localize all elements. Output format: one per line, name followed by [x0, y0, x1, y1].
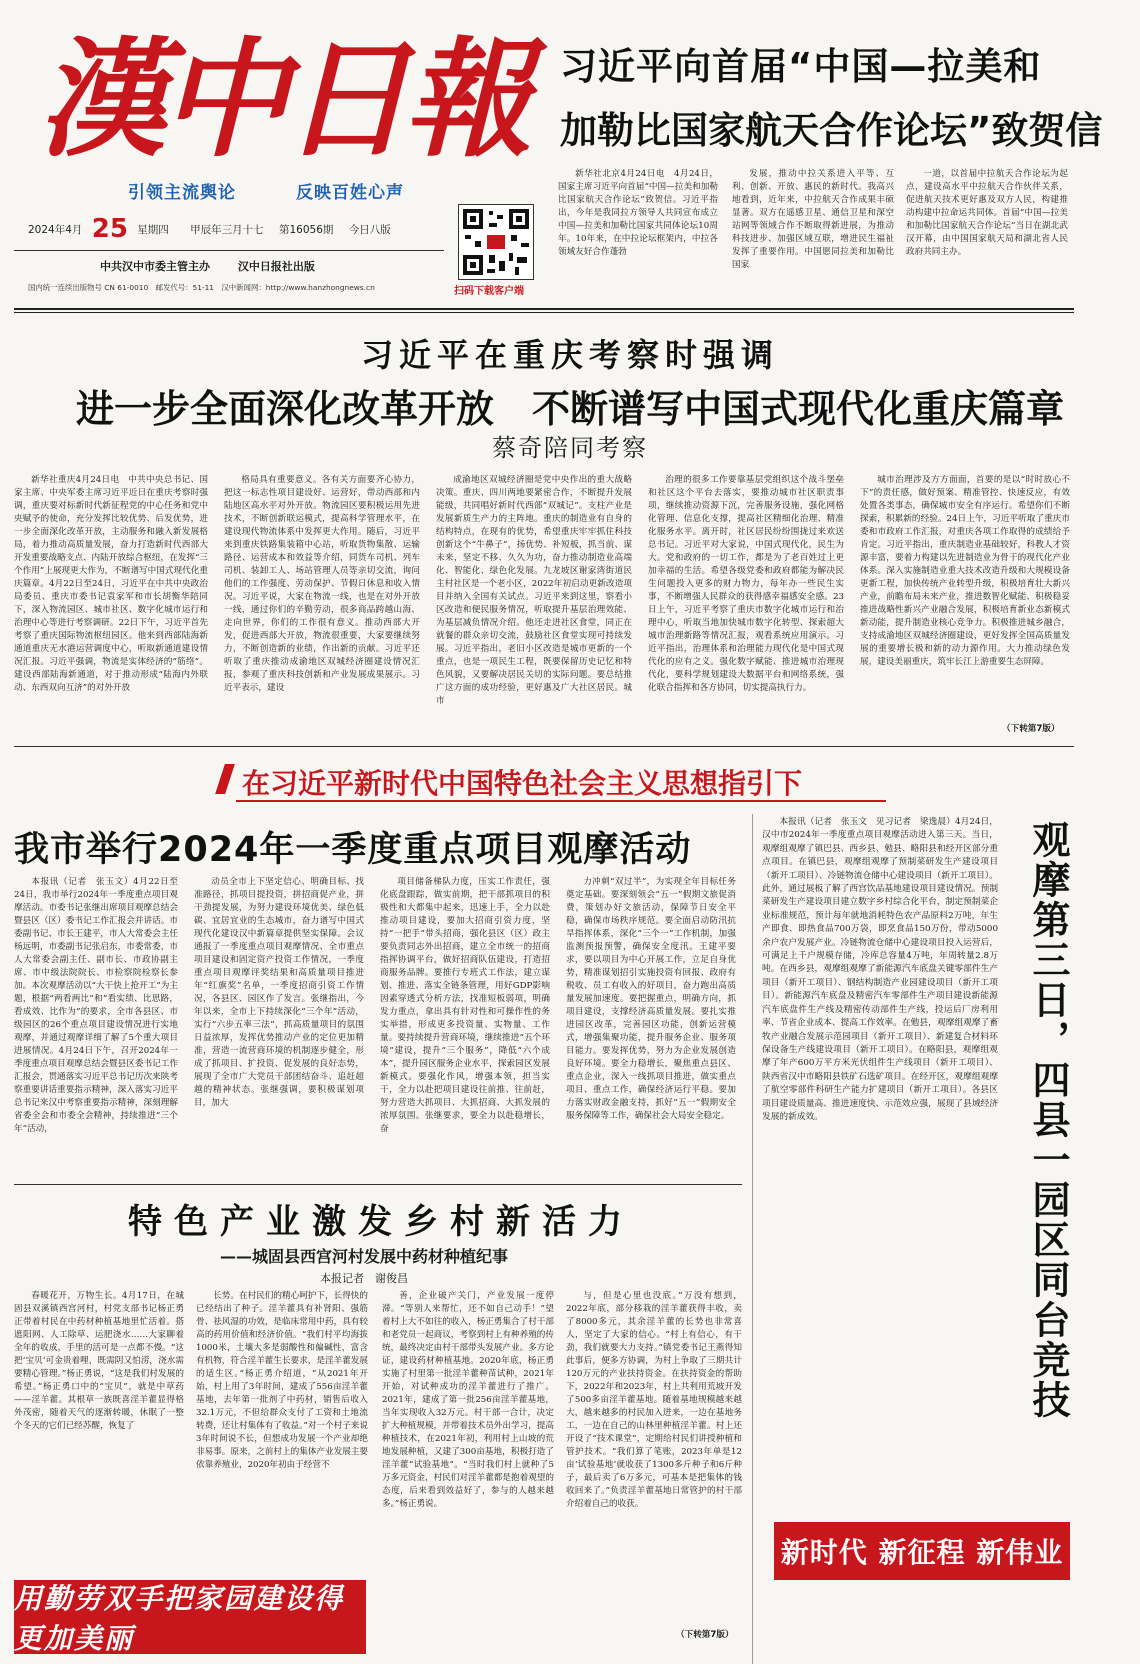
top-story-col-2 [732, 168, 894, 292]
second-text-4: 力冲刺“双过半”，为实现全年目标任务奠定基础。要深刻领会“五一”假期文旅促消费，策划办好文旅活动，保障节日安全平稳，确保市场秩序规范。要全面启动防汛抗旱指挥体系，深化“三个一”工作机制，加强监测预报预警，确保安全度汛。王建平要求，要以项目为中心开展工作，立足自身优势，精准谋划招引实施投资有回报、政府有税收、员工有收入的好项目，奋力跑出高质量发展加速度。要把握重点，明确方向，抓项目建设，支撑经济高质量发展。要扎实推进园区改革，完善园区功能，创新运营模式，增强集聚功能，提升服务企业、服务项目能力。要发挥优势，努力为企业发展创造良好环境。要全力稳增长，聚焦重点县区、重点企业，深入一线抓项目推进，做实重点项目、重点工作，确保经济运行平稳。要加力落实财政金融支持，抓好“五一”假期安全服务保障等工作，确保社会大局安全稳定。 [566, 877, 736, 1121]
publisher-line [100, 258, 315, 274]
date-day: 25 [91, 214, 128, 244]
publisher-right: 汉中日报社出版 [237, 260, 315, 273]
top-story-headline-1: 习近平向首届“中国—拉美和 [560, 45, 1042, 88]
second-text-1: 本报讯（记者 张玉文）4月22日至24日，我市举行2024年一季度重点项目观摩活动。市委书记张继出席项目观摩总结会暨县区（区）委书记工作汇报会并讲话。市委副书记、市长王建平，市人大常委会主任杨远明，市委副书记张启东，市委常委，市人大常委会副主任、副市长、市政协副主席、市中级法院院长、市检察院检察长参加。本次观摩活动以“大干快上抢开工”为主题，根据“两看两比”和“看实绩、比思路，看成效、比作为”的要求，全市各县区、市级园区的26个重点项目建设情况进行实地观摩，并通过观摩详细了解了5个重大项目进展情况。4月24日下午，召开2024年一季度重点项目观摩总结会暨县区委书记工作汇报会，贯通落实习近平总书记历次来陕考察重要讲话重要指示精神，深入落实习近平总书记来汉中考察重要指示精神，深刻理解省委全会和市委全会精神，持续推进“三个年”活动， [14, 877, 178, 1134]
second-col-2 [194, 876, 364, 1172]
feature-col-2 [196, 1290, 368, 1574]
feature-subhead: ——城固县西宫河村发展中药材种植纪事 [220, 1247, 509, 1266]
second-text-3: 项目储备梯队力度，压实工作责任，强化底盘跟踪，做实前期，把干部抓项目的积极性和大都集中起来，迅速上手，全力以赴推动项目建设，要加大招商引资力度，坚持“一把手”带头招商，强化县区（区）政主要负责同志外出招商，建立全市统一的招商指挥协调平台，做好招商队伍建设，打造招商服务品牌。要推行专班式工作法，建立谋划、推进、落实全链条管理，用好GDP影响因素穿透式分析方法，找准短板弱项，明确发力重点，拿出具有针对性和可操作性的务实举措，形成更多投资量、实物量、工作量。要持续提升营商环境，继续推进“五个环境”建设，提升“三个服务”，降低“六个成本”，提升园区服务企业水平，探索园区发展新模式。要强化作风，增强本领，担当实干，全力以赴把项目建设往前推、往前赶，努力营造大抓项目、大抓招商、大抓发展的浓厚氛围。张继要求，要全力以赴稳增长，奋 [380, 877, 550, 1134]
second-col-3 [380, 876, 550, 1172]
section-rule-top [14, 308, 1074, 313]
top-story-text-1: 新华社北京4月24日电 4月24日，国家主席习近平向首届“中国—拉美和加勒比国家航天合作论坛”致贺信。习近平指出，今年是我同拉方领导人共同宣布成立中国—拉美和加勒比国家共同体论坛10周年。10年来，在中拉论坛框架内，中拉各领域友好合作蓬勃 [558, 169, 718, 257]
date-line [28, 214, 438, 244]
lead-text-3: 成渝地区双城经济圈是党中央作出的重大战略决策。重庆、四川两地要紧密合作，不断提升发展能级，共同唱好新时代西部“双城记”。支柱产业是发展新质生产力的主阵地。重庆的制造业有自身的结构特点，在现有的优势，希望重庆牢牢抓住科技创新这个“牛鼻子”，扬优势、补短板，抓当前、谋未来，坚定不移、久久为功，奋力推动制造业高端化、智能化、绿色化发展。九龙坡区谢家湾街道民主村社区是一个老小区，2022年初启动更新改造项目并纳入全国有关试点。习近平来到这里，察看小区改造和便民服务情况，听取提升基层治理效能、为基层减负情况介绍。他还走进社区食堂，同正在就餐的群众亲切交流，鼓励社区食堂实现可持续发展。习近平指出，老旧小区改造是城市更新的一个重点，也是一项民生工程，既要保留历史记忆和特色风貌，又要解决居民关切的实际问题。要总结推广这方面的成功经验，更好惠及广大社区居民。城市 [436, 475, 632, 706]
feature-text-4: 与，但是心里也没底。”万没有想到，2022年底，部分移栽的淫羊藿获得丰收，卖了8000多元，其余淫羊藿的长势也非常喜人，坚定了大家的信心。“村上有信心，有干劲，我们就要大力支持。”镇党委书记王燕得知此事后，便多方协调，为村上争取了三期共计120万元的产业扶持资金。在扶持资金的帮助下，2022年和2023年，村上共利用荒坡开发了500多亩淫羊藿基地。随着基地规模越来越大，越来越多的村民加入进来，一边在基地务工，一边在自己的山林里种植淫羊藿。村上还开设了“技术课堂”，定期给村民们讲授种植和管护技术。“我们算了笔账，2023年单是12亩‘试验基地’就收获了1300多斤种子和6斤种子，最后卖了6万多元，可基本是把集体的钱收回来了。”负责淫羊藿基地日常管护的村干部介绍着自己的收获。 [566, 1291, 742, 1509]
feature-col-1 [14, 1290, 184, 1574]
column-divider [752, 814, 753, 1664]
lead-col-3 [436, 474, 632, 736]
masthead-rule [14, 250, 444, 251]
logo-text: 漢中日報 [38, 25, 527, 174]
second-story-headline: 我市举行2024年一季度重点项目观摩活动 [14, 830, 692, 870]
top-story-text-3: 一道，以首届中拉航天合作论坛为起点，建设高水平中拉航天合作伙伴关系，促进航天技术更好惠及双方人民，构建推动构建中拉命运共同体。首届“中国—拉美和加勒比国家航天合作论坛”当日在湖北武汉开幕，由中国国家航天局和湖北省人民政府共同主办。 [906, 169, 1068, 257]
top-story-col-3 [906, 168, 1068, 292]
feature-col-3 [382, 1290, 554, 1638]
top-story-text-2: 发展，推动中拉关系进入平等、互利、创新、开放、惠民的新时代。我高兴地看到，近年来，中拉航天合作成果丰硕显著。双方在遥感卫星、通信卫星和深空站网等领域合作不断取得新进展，为推动科技进步、加强区域互联，增进民生福祉发挥了重要作用。中国愿同拉美和加勒比国家 [732, 169, 894, 270]
qr-caption: 扫码下载客户端 [454, 286, 524, 297]
section-banner: 在习近平新时代中国特色社会主义思想指引下 [242, 767, 803, 800]
lead-text-5: 城市治理涉及方方面面，首要的是以“时时放心不下”的责任感，做好预案、精准管控、快速反应，有效处置各类事态，确保城市安全有序运行。希望你们不断探索，积累新的经验。24日上午，习近平听取了重庆市委和市政府工作汇报，对重庆各项工作取得的成绩给予肯定。习近平指出，重庆制造业基础较好，科教人才资源丰富，要着力构建以先进制造业为骨干的现代化产业体系。深入实施制造业重大技术改造升级和大规模设备更新工程，加快传统产业转型升级，积极培育壮大新兴产业，前瞻布局未来产业，推进数智化赋能、积极稳妥推进战略性新兴产业融合发展，积极培育新业态新模式新动能，提升制造业核心竞争力。积极推进城乡融合，支持成渝地区双城经济圈建设，更好发挥全国高质量发展的重要增长极和新的动力源作用。大力推动绿色发展，建设美丽重庆，筑牢长江上游重要生态屏障。 [860, 475, 1070, 667]
slogan-left: 引领主流舆论 [128, 183, 236, 203]
lead-col-1 [14, 474, 208, 736]
feature-text-2: 长势。在村民们的精心呵护下，长得快的已经结出了种子。淫羊藿具有补肾阳、强筋骨、祛风湿的功效，是临床常用中药，具有较高的药用价值和经济价值。“我们村平均海拔1000米，土壤大多是弱酸性和偏碱性，富含有机物，符合淫羊藿生长要求，是淫羊藿发展的适生区。”杨正勇介绍道，“从2021年开始，村上用了3年时间，建成了556亩淫羊藿基地，去年第一批剂了中药材，销售后收入32.1万元，不但给群众支付了工资和土地流转费，还让村集体有了收益。”对一个村子来说3年时间说不长，但想成功发展一个产业却绝非易事。原来，之前村上的集体产业发展主要依靠养殖业，2020年初由于经营不 [196, 1291, 368, 1470]
section-banner-bar [215, 764, 235, 794]
lead-text-1: 新华社重庆4月24日电 中共中央总书记、国家主席、中央军委主席习近平近日在重庆考察时强调，重庆要对标新时代新征程党的中心任务和党中央赋予的使命，充分发挥比较优势、后发优势，进一步全面深化改革开放，主动服务和融入新发展格局，着力推动高质量发展，奋力打造新时代西部大开发重要战略支点、内陆开放综合枢纽，在发挥“三个作用”上展现更大作为，不断谱写中国式现代化重庆篇章。4月22日至24日，习近平在中共中央政治局委员、重庆市委书记袁家军和市长胡衡华陪同下，深入物流园区、城市社区、数字化城市运行和治理中心等进行考察调研。22日下午，习近平首先考察了重庆国际物流枢纽园区。他来到西部陆海新通道重庆无水港运营调度中心，听取新通道建设情况汇报。习近平强调，物流是实体经济的“筋络”。建设西部陆海新通道，对于推动形成“陆海内外联动、东西双向互济”的对外开放 [14, 475, 208, 693]
bottom-right-banner-text: 新时代 新征程 新伟业 [780, 1536, 1064, 1569]
slogan-right: 反映百姓心声 [296, 183, 404, 203]
registration-line: 国内统一连续出版物号 CN 61-0010 邮发代号：51-11 汉中新闻网：http://www.hanzhongnews.cn [28, 283, 375, 292]
second-col-4 [566, 876, 736, 1172]
lunar-date: 甲辰年三月十七 [190, 224, 264, 236]
feature-text-1: 春暖花开，万物生长。4月17日，在城固县双溪镇西宫河村，村党支部书记杨正勇正带着村民在中药材种植基地里忙活着。搭遮阳网、人工除草、运肥浇水……大家聊着全年的收成，手里的活可是一点都不慢。“这把‘宝贝’可金贵着哩，既需阴又怕涝，浇水需要精心管理。”杨正勇说，“这是我们村发展的希望。”杨正勇口中的“宝贝”，就是中草药——淫羊藿。其根草一族既喜淫羊藿显得格外茂密，随着天气的逐渐转暖，休眠了一整个冬天的它们已经苏醒，恢复了 [14, 1291, 184, 1431]
feature-headline: 特色产业激发乡村新活力 [128, 1202, 634, 1242]
lead-col-4 [648, 474, 844, 736]
feature-col-4 [566, 1290, 742, 1624]
lead-subhead: 蔡奇陪同考察 [492, 434, 648, 462]
lead-continued[interactable]: （下转第7版） [1002, 724, 1060, 734]
bottom-left-banner-text: 用勤劳双手把家园建设得更加美丽 [14, 1582, 345, 1655]
lead-headline: 进一步全面深化改革开放 不断谱写中国式现代化重庆篇章 [75, 387, 1064, 431]
lead-kicker: 习近平在重庆考察时强调 [360, 336, 779, 374]
newspaper-logo [30, 4, 550, 174]
bottom-left-banner [14, 1580, 366, 1654]
second-col-1 [14, 876, 178, 1172]
weekday: 星期四 [137, 224, 169, 236]
page-count: 今日八版 [348, 224, 391, 236]
bottom-right-banner [774, 1522, 1070, 1580]
section-banner-underline [236, 800, 886, 802]
top-story-headline-2: 加勒比国家航天合作论坛”致贺信 [560, 109, 1103, 152]
lead-bottom-rule [14, 746, 1074, 747]
right-story-headline: 观摩第三日，四县一园区同台竞技 [1026, 820, 1071, 1420]
feature-top-rule [14, 1184, 742, 1185]
lead-text-4: 治理的很多工作要靠基层党组织这个战斗堡垒和社区这个平台去落实，要推动城市社区职责事项，继续推动资源下沉，完善服务设施，强化网格化管理、信息化支撑，提高社区精细化治理、精准化服务水平。离开时，社区居民纷纷围拢过来欢送总书记。习近平对大家说，中国式现代化，民生为大。党和政府的一切工作，都是为了老百姓过上更加幸福的生活。希望各级党委和政府都能为解决民生问题投入更多的财力物力，每年办一些民生实事，不断增强人民群众的获得感幸福感安全感。23日上午，习近平考察了重庆市数字化城市运行和治理中心，听取当地加快城市数字化转型、探索超大城市治理新路等情况汇报，观看系统应用演示。习近平指出，治理体系和治理能力现代化是中国式现代化的应有之义。强化数字赋能、推进城市治理现代化，要科学规划建设大数据平台和网络系统，强化联合指挥和各方协同，切实提高执行力。 [648, 475, 844, 693]
top-story-col-1 [558, 168, 718, 292]
second-text-2: 动员全市上下坚定信心、明确目标、找准路径，抓项目提投资，拼招商促产业，拼干劲提发展，为努力建设环境优美、绿色低碳、宜居宜业的生态城市，奋力谱写中国式现代化建设汉中新篇章提供坚实保障。会议通报了一季度重点项目观摩情况、全市重点项目建设和固定资产投资工作情况，一季度重点项目观摩评奖结果和高质量项目推进年“红旗奖”名单，一季度招商引资工作情况，各县区、园区作了发言。张继指出，今年以来，全市上下持续深化“三个年”活动，实行“六步五率三法”，抓高质量项目的氛围日益浓厚，发挥优势推动产业的定位更加精准，营造一流营商环境的机制逐步健全，形成了抓项目、扩投资、促发展的良好态势，展现了全市广大党员干部团结奋斗、追赶超越的精神状态。张继强调，要积极谋划项目，加大 [194, 877, 364, 1108]
lead-col-2 [224, 474, 420, 736]
feature-text-3: 善，企业破产关门，产业发展一度停滞。“等别人来帮忙，还不如自己动手！”望着村上大不如往的收入，杨正勇集合了村干部和老党员一起商议，考察到村上有种养殖的传统，最终决定由村干部带头发展产业。多方论证，建设药材种植基地。2020年底，杨正勇实施了村里第一批淫羊藿种苗试种，2021年开始，对试种成功的淫羊藿进行了推广。2021年，建成了第一批256亩淫羊藿基地，当年实现收入32万元。村干部一合计，决定扩大种植规模，并带着技术员外出学习，提高种植技术，在2021年初，利用村上山坡的荒地发展种植，又建了300亩基地，积极打造了淫羊藿“试验基地”。“当时我们村上就种了5万多元资金，村民们对淫羊藿都是抱着观望的态度，后来看到效益好了，参与的人越来越多。”杨正勇说。 [382, 1291, 554, 1509]
right-story-text: 本报讯（记者 张玉文 见习记者 梁逸晨）4月24日，汉中市2024年一季度重点项目观摩活动进入第三天。当日，观摩组观摩了镇巴县、西乡县、勉县、略阳县和经开区部分重点项目。在镇巴县，观摩组观摩了预制菜研发生产建设项目（新开工项目）、冷链物流仓储中心建设项目（新开工项目）。此外，通过展板了解了西宫饮品基地建设项目建设情况。预制菜研发生产建设项目建立数字乡村综合化平台，制定预制菜企业标准规范，预计每年就地消耗特色农产品原料2万吨，年生产即食、即热食品700万袋，即烹食品150万份，带动5000余户农户发展产业。冷链物流仓储中心建设项目投入运营后，可满足上千户规模存储，冷库总容量4万吨，年周转量2.8万吨。在西乡县，观摩组观摩了新能源汽车底盘关键零部件生产项目（新开工项目）、钢结构制造产业园建设项目（新开工项目）。新能源汽车底盘及精密汽车零部件生产项目建设新能源汽车底盘件生产线及精密传动部件生产线，投运后厂房利用率、节省企业成本、提高工作效率。在勉县，观摩组观摩了畜牧产业融合发展示范园项目（新开工项目）、新建复合材料环保设备生产线建设项目（新开工项目）。在略阳县，观摩组观摩了年产600万平方米光伏组件生产线项目（新开工项目）、陕西省汉中市略阳县铁矿石选矿项目。在经开区，观摩组观摩了航空零部件科研生产能力扩建项目（新开工项目）。各县区项目建设质量高、推进速度快、示范效应强，展现了县域经济发展的新成效。 [762, 817, 998, 1122]
publisher-left: 中共汉中市委主管主办 [100, 260, 210, 273]
issue-number: 第16056期 [278, 224, 334, 236]
right-story-col [762, 816, 998, 1512]
lead-col-5 [860, 474, 1070, 722]
qr-code-icon [459, 205, 533, 279]
lead-text-2: 格局具有重要意义。各有关方面要齐心协力，把这一标志性项目建设好、运营好，带动西部和内陆地区高水平对外开放。物流园区要积极运用先进技术，不断创新联运模式，提高科学管理水平，在建设现代物流体系中发挥更大作用。随后，习近平来到重庆铁路集装箱中心站，听取货物集散、运输路径、运营成本和效益等介绍，同货车司机、列车司机、装卸工人、场站管理人员等亲切交流，询问他们的工作强度、劳动保护、节假日休息和收入情况。习近平说，大家在物流一线，也是在对外开放一线，通过你们的辛勤劳动，很多商品跨越山海、走向世界，你们的工作很有意义。推动西部大开发，促进西部大开放，物流很重要，大家要继续努力，不断创造新的业绩，作出新的贡献。习近平还听取了重庆推动成渝地区双城经济圈建设情况汇报，参观了重庆科技创新和产业发展成果展示。习近平表示，建设 [224, 475, 420, 693]
feature-continued[interactable]: （下转第7版） [676, 1630, 734, 1640]
feature-byline: 本报记者 谢俊昌 [320, 1272, 408, 1285]
date-prefix: 2024年4月 [28, 224, 83, 236]
qr-code[interactable] [458, 204, 534, 280]
